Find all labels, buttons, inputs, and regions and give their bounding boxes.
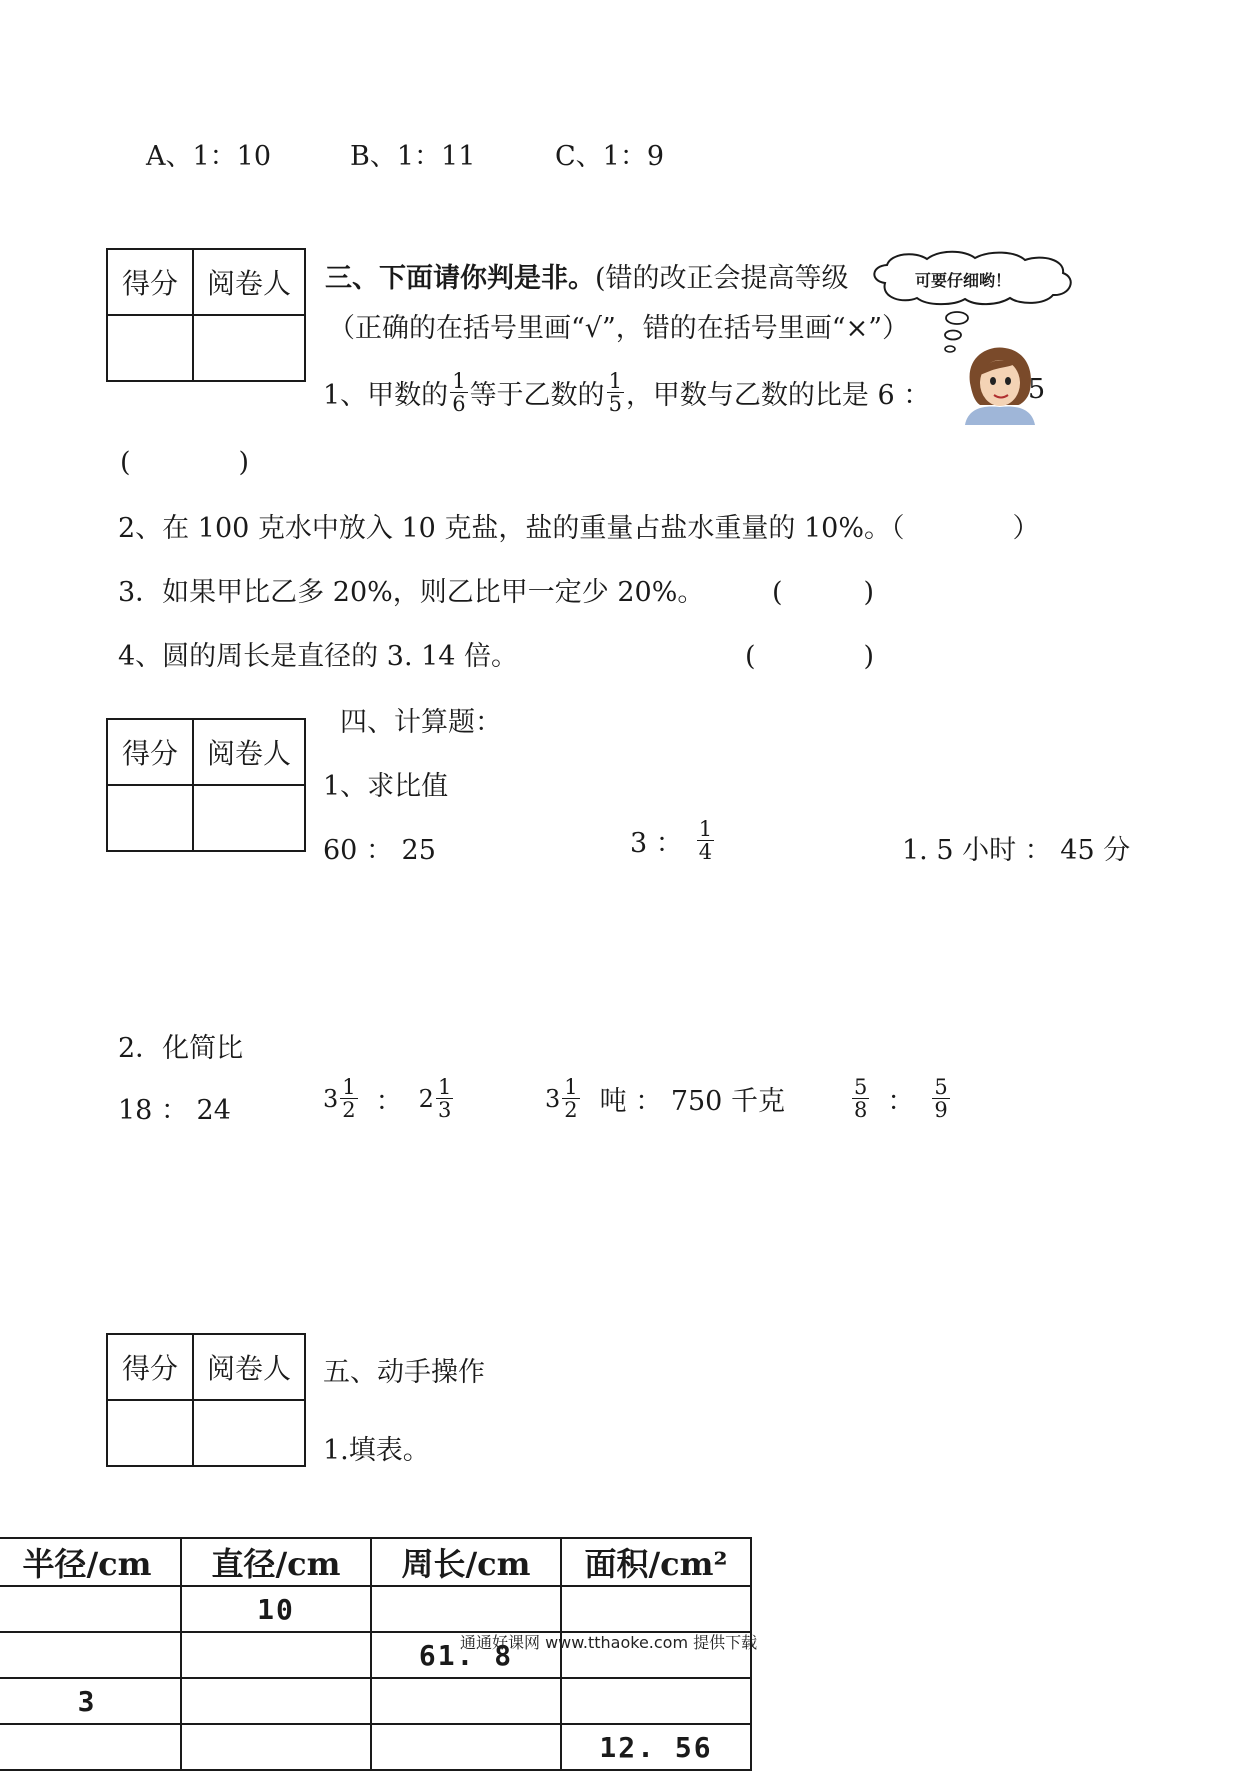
section3-title xyxy=(325,256,849,295)
simplify-expr-4: $\frac{5}{8}$ ： $\frac{5}{9}$ xyxy=(854,1075,948,1123)
simplify-expr-1: 18 ： 24 xyxy=(118,1095,231,1126)
grader-cell[interactable] xyxy=(193,785,305,851)
section5-title: 五、动手操作 xyxy=(323,1357,485,1388)
section3-instruction: （正确的在括号里画“√”，错的在括号里画“×”） xyxy=(328,313,910,344)
question-2: 2、在 100 克水中放入 10 克盐，盐的重量占盐水重量的 10%。（ ） xyxy=(118,513,1040,544)
question-4: 4、圆的周长是直径的 3. 14 倍。 xyxy=(118,641,519,672)
ratio-expr-2: 3 ： $\frac{1}{4}$ xyxy=(630,817,713,865)
header-area: 面积/cm² xyxy=(561,1538,751,1586)
score-cell[interactable] xyxy=(107,785,193,851)
table-cell[interactable]: 10 xyxy=(181,1586,371,1632)
grader-cell[interactable] xyxy=(193,1400,305,1466)
table-cell[interactable] xyxy=(371,1678,561,1724)
score-label: 得分 xyxy=(107,249,193,315)
header-radius: 半径/cm xyxy=(0,1538,181,1586)
section4-sub2: 2．化简比 xyxy=(118,1033,244,1064)
bubble-text: 可要仔细哟！ xyxy=(914,271,1012,290)
q4-answer-paren[interactable]: ( ) xyxy=(745,641,875,672)
grader-cell[interactable] xyxy=(193,315,305,381)
section4-title: 四、计算题： xyxy=(340,707,502,738)
ratio-expr-1: 60 ： 25 xyxy=(323,835,436,866)
section5-sub1: 1.填表。 xyxy=(323,1435,430,1466)
score-table-section4 xyxy=(106,718,306,852)
q1-prefix: 1、甲数的 xyxy=(323,380,449,412)
grader-label: 阅卷人 xyxy=(193,249,305,315)
section4-sub1: 1、求比值 xyxy=(323,771,449,802)
score-table-section5 xyxy=(106,1333,306,1467)
table-cell[interactable] xyxy=(181,1678,371,1724)
ratio-expr-3: 1. 5 小时 ： 45 分 xyxy=(902,835,1131,866)
fraction-1-4: $\frac{1}{4}$ xyxy=(698,817,713,865)
header-diameter: 直径/cm xyxy=(181,1538,371,1586)
table-cell[interactable] xyxy=(561,1678,751,1724)
table-cell[interactable] xyxy=(0,1586,181,1632)
fraction-1-5: $\frac{1}{5}$ xyxy=(608,369,622,417)
table-cell[interactable] xyxy=(181,1724,371,1770)
thought-bubble-icon xyxy=(865,248,1080,308)
circle-fill-table xyxy=(0,1537,752,1771)
table-row xyxy=(0,1678,751,1724)
simplify-expr-3: 3 $\frac{1}{2}$ 吨 ： 750 千克 xyxy=(545,1075,785,1123)
q1-answer-paren[interactable]: ( ) xyxy=(120,447,250,478)
watermark-text: 通通好课网 www.tthaoke.com 提供下载 xyxy=(460,1633,758,1652)
grader-label: 阅卷人 xyxy=(193,1334,305,1400)
girl-avatar-icon xyxy=(960,345,1038,425)
table-cell[interactable] xyxy=(561,1586,751,1632)
section3-title-bold: 三、下面请你判是非。 xyxy=(325,263,595,294)
table-cell[interactable] xyxy=(181,1632,371,1678)
choice-c: C、1：9 xyxy=(555,141,665,172)
grader-label: 阅卷人 xyxy=(193,719,305,785)
q3-answer-paren[interactable]: ( ) xyxy=(772,577,875,608)
score-table-section3 xyxy=(106,248,306,382)
score-cell[interactable] xyxy=(107,315,193,381)
table-cell[interactable] xyxy=(371,1724,561,1770)
q1-mid: 等于乙数的 xyxy=(469,380,605,412)
table-row xyxy=(0,1724,751,1770)
table-cell[interactable] xyxy=(371,1586,561,1632)
table-cell[interactable]: 12. 56 xyxy=(561,1724,751,1770)
header-circumference: 周长/cm xyxy=(371,1538,561,1586)
section3-title-rest: (错的改正会提高等级 xyxy=(595,263,849,294)
question-1 xyxy=(323,370,930,415)
fraction-1-6: $\frac{1}{6}$ xyxy=(452,369,466,417)
question-3: 3．如果甲比乙多 20%，则乙比甲一定少 20%。 xyxy=(118,577,705,608)
q1-suffix: ，甲数与乙数的比是 6 ： xyxy=(625,380,931,412)
table-row xyxy=(0,1586,751,1632)
score-label: 得分 xyxy=(107,1334,193,1400)
table-cell[interactable] xyxy=(0,1724,181,1770)
table-cell[interactable]: 61. 8 xyxy=(371,1632,561,1678)
table-cell[interactable]: 3 xyxy=(0,1678,181,1724)
table-cell[interactable] xyxy=(0,1632,181,1678)
q1-end: 5 xyxy=(1028,374,1046,405)
choice-a: A、1：10 xyxy=(146,141,272,172)
simplify-expr-2: 3 $\frac{1}{2}$ ： 2 $\frac{1}{3}$ xyxy=(323,1075,452,1123)
choice-b: B、1：11 xyxy=(350,141,476,172)
score-cell[interactable] xyxy=(107,1400,193,1466)
score-label: 得分 xyxy=(107,719,193,785)
